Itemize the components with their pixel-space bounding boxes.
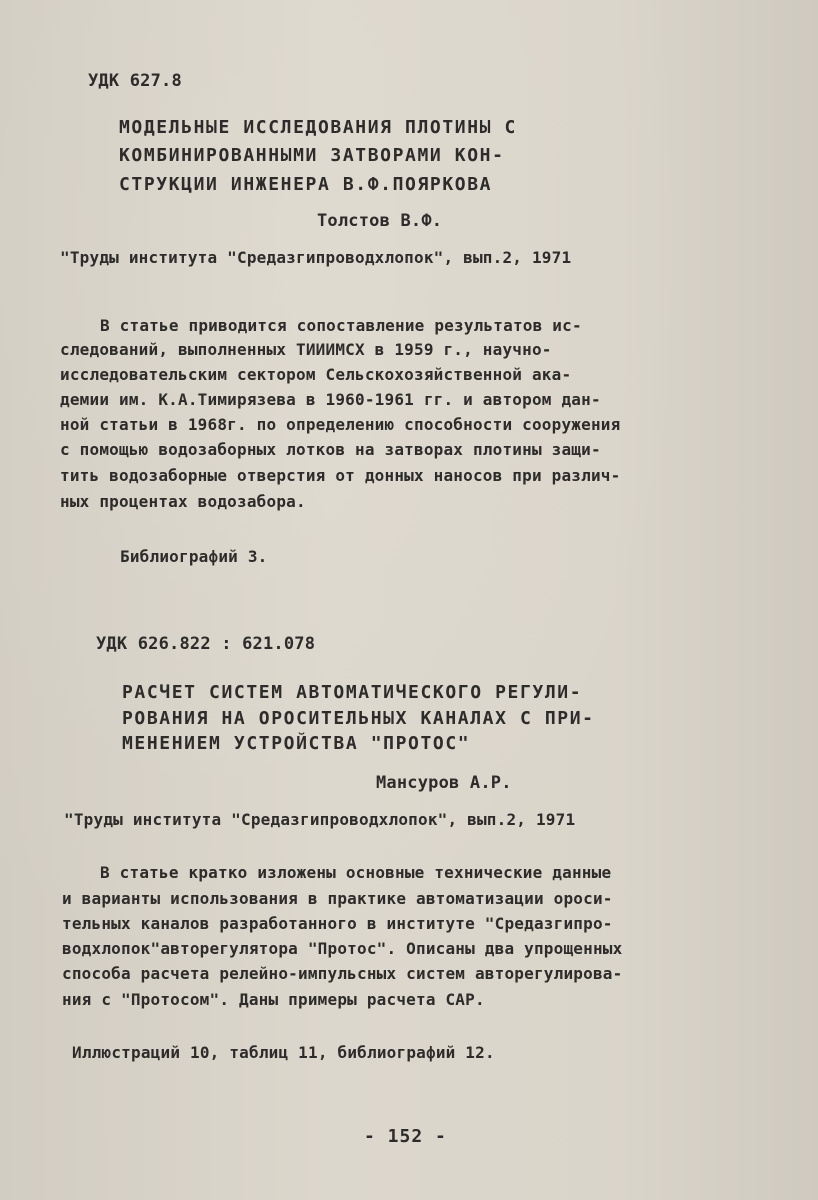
entry2-title-line-2: РОВАНИЯ НА ОРОСИТЕЛЬНЫХ КАНАЛАХ С ПРИ- xyxy=(122,708,595,729)
entry1-abstract-line-2: следований, выполненных ТИИИМСХ в 1959 г., научно- xyxy=(60,340,552,359)
entry1-abstract-line-3: исследовательским сектором Сельскохозяйственной ака- xyxy=(60,365,572,384)
entry1-title-line-3: СТРУКЦИИ ИНЖЕНЕРА В.Ф.ПОЯРКОВА xyxy=(119,174,493,195)
entry1-author: Толстов В.Ф. xyxy=(317,211,443,231)
entry2-udk: УДК 626.822 : 621.078 xyxy=(96,634,316,654)
entry1-source: "Труды института "Средазгипроводхлопок", вып.2, 1971 xyxy=(60,248,572,267)
entry2-abstract-line-4: водхлопок"авторегулятора "Протос". Описаны два упрощенных xyxy=(62,939,623,958)
entry2-abstract-line-6: ния с "Протосом". Даны примеры расчета САР. xyxy=(62,990,485,1009)
page-number: - 152 - xyxy=(364,1126,447,1147)
entry2-source: "Труды института "Средазгипроводхлопок", вып.2, 1971 xyxy=(64,810,576,829)
entry1-title-line-2: КОМБИНИРОВАННЫМИ ЗАТВОРАМИ КОН- xyxy=(119,145,505,166)
entry2-title-line-3: МЕНЕНИЕМ УСТРОЙСТВА "ПРОТОС" xyxy=(122,733,471,754)
entry1-bibliography: Библиографий 3. xyxy=(120,547,268,566)
entry1-abstract-line-5: ной статьи в 1968г. по определению способности сооружения xyxy=(60,415,621,434)
entry1-abstract-line-1: В статье приводится сопоставление результатов ис- xyxy=(100,316,582,335)
entry2-bibliography: Иллюстраций 10, таблиц 11, библиографий 12. xyxy=(72,1043,495,1062)
entry1-abstract-line-4: демии им. К.А.Тимирязева в 1960-1961 гг. и автором дан- xyxy=(60,390,601,409)
entry2-abstract-line-3: тельных каналов разработанного в институте "Средазгипро- xyxy=(62,914,613,933)
entry1-abstract-line-7: тить водозаборные отверстия от донных наносов при различ- xyxy=(60,466,621,485)
entry2-abstract-line-1: В статье кратко изложены основные технические данные xyxy=(100,863,612,882)
entry1-title-line-1: МОДЕЛЬНЫЕ ИССЛЕДОВАНИЯ ПЛОТИНЫ С xyxy=(119,117,517,138)
entry1-abstract-line-6: с помощью водозаборных лотков на затворах плотины защи- xyxy=(60,440,601,459)
entry2-abstract-line-5: способа расчета релейно-импульсных систем авторегулирова- xyxy=(62,964,623,983)
entry2-title-line-1: РАСЧЕТ СИСТЕМ АВТОМАТИЧЕСКОГО РЕГУЛИ- xyxy=(122,682,583,703)
entry2-author: Мансуров А.Р. xyxy=(376,773,512,793)
entry1-abstract-line-8: ных процентах водозабора. xyxy=(60,492,306,511)
entry2-abstract-line-2: и варианты использования в практике автоматизации ороси- xyxy=(62,889,613,908)
entry1-udk: УДК 627.8 xyxy=(88,71,182,91)
